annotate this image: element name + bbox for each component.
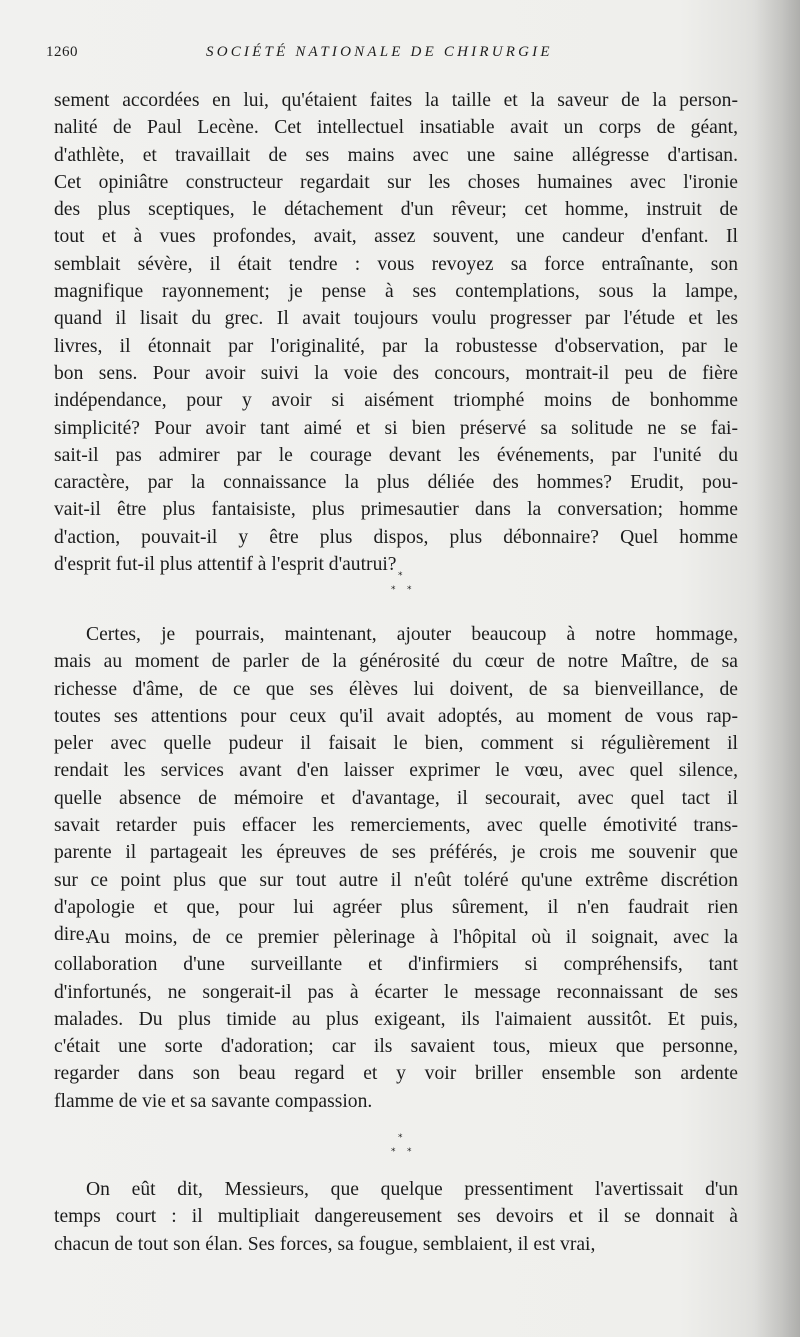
paragraph-1 xyxy=(54,87,738,578)
text-line: chacun de tout son élan. Ses forces, sa fougue, semblaient, il est vrai, xyxy=(54,1233,596,1255)
text-line: Certes, je pourrais, maintenant, ajouter beaucoup à notre hommage, xyxy=(86,624,738,645)
text-line: sur ce point plus que sur tout autre il n'eût toléré qu'une extrême discrétion xyxy=(54,869,738,891)
paragraph-3 xyxy=(54,924,738,1115)
text-line: caractère, par la connaissance la plus déliée des hommes? Erudit, pou- xyxy=(54,472,738,494)
asterism-star-right: * xyxy=(407,1147,412,1157)
text-line: malades. Du plus timide au plus exigeant, ils l'aimaient aussitôt. Et puis, xyxy=(54,1008,738,1030)
text-line: simplicité? Pour avoir tant aimé et si bien préservé sa solitude ne se fai- xyxy=(54,417,738,439)
text-line: rendait les services avant d'en laisser exprimer le vœu, avec quel silence, xyxy=(54,760,738,782)
text-line: d'esprit fut-il plus attentif à l'esprit d'autrui? xyxy=(54,554,397,576)
paragraph-4 xyxy=(54,1176,738,1258)
text-line: parente il partageait les épreuves de ses préférés, je crois me souvenir que xyxy=(54,842,738,864)
text-line: savait retarder puis effacer les remerciements, avec quelle émotivité trans- xyxy=(54,815,738,837)
running-title: SOCIÉTÉ NATIONALE DE CHIRURGIE xyxy=(206,44,553,60)
text-line: sait-il pas admirer par le courage devant les événements, par l'unité du xyxy=(54,444,738,466)
asterism-star-top: * xyxy=(398,571,403,581)
text-line: indépendance, pour y avoir si aisément triomphé moins de bonhomme xyxy=(54,390,738,412)
paragraph-2 xyxy=(54,621,738,949)
text-line: temps court : il multipliait dangereusement ses devoirs et il se donnait à xyxy=(54,1206,738,1228)
text-line: regarder dans son beau regard et y voir briller ensemble son ardente xyxy=(54,1063,738,1085)
asterism-star-left: * xyxy=(391,1147,396,1157)
text-line: dire. xyxy=(54,924,90,946)
text-line: d'athlète, et travaillait de ses mains avec une saine allégresse d'artisan. xyxy=(54,144,738,166)
text-line: des plus sceptiques, le détachement d'un rêveur; cet homme, instruit de xyxy=(54,199,738,221)
asterism-star-top: * xyxy=(398,1133,403,1143)
text-line: tout et à vues profondes, avait, assez souvent, une candeur d'enfant. Il xyxy=(54,226,738,248)
text-line: bon sens. Pour avoir suivi la voie des concours, montrait-il peu de fière xyxy=(54,362,738,384)
asterism-star-left: * xyxy=(391,585,396,595)
text-line: quelle absence de mémoire et d'avantage, il secourait, avec quel tact il xyxy=(54,787,738,809)
asterism-star-right: * xyxy=(407,585,412,595)
text-line: c'était une sorte d'adoration; car ils savaient tous, mieux que personne, xyxy=(54,1036,738,1058)
page-number: 1260 xyxy=(46,44,78,60)
page-header xyxy=(46,44,746,66)
text-line: mais au moment de parler de la générosité du cœur de notre Maître, de sa xyxy=(54,651,738,673)
text-line: nalité de Paul Lecène. Cet intellectuel insatiable avait un corps de géant, xyxy=(54,117,738,139)
text-line: toutes ses attentions pour ceux qu'il avait adoptés, au moment de vous rap- xyxy=(54,705,738,727)
text-line: collaboration d'une surveillante et d'infirmiers si compréhensifs, tant xyxy=(54,954,738,976)
text-line: quand il lisait du grec. Il avait toujours voulu progresser par l'étude et les xyxy=(54,308,738,330)
text-line: peler avec quelle pudeur il faisait le bien, comment si régulièrement il xyxy=(54,733,738,755)
text-line: d'infortunés, ne songerait-il pas à écarter le message reconnaissant de ses xyxy=(54,981,738,1003)
text-line: semblait sévère, il était tendre : vous revoyez sa force entraînante, son xyxy=(54,253,738,275)
text-line: d'apologie et que, pour lui agréer plus sûrement, il n'en faudrait rien xyxy=(54,896,738,918)
text-line: On eût dit, Messieurs, que quelque pressentiment l'avertissait d'un xyxy=(86,1179,738,1200)
text-line: d'action, pouvait-il y être plus dispos, plus débonnaire? Quel homme xyxy=(54,526,738,548)
text-line: magnifique rayonnement; je pense à ses contemplations, sous la lampe, xyxy=(54,281,738,303)
text-line: sement accordées en lui, qu'étaient faites la taille et la saveur de la person- xyxy=(54,90,738,111)
section-separator xyxy=(0,1134,800,1164)
text-line: vait-il être plus fantaisiste, plus primesautier dans la conversation; homme xyxy=(54,499,738,521)
section-separator xyxy=(0,572,800,602)
text-line: Cet opiniâtre constructeur regardait sur les choses humaines avec l'ironie xyxy=(54,171,738,193)
text-line: flamme de vie et sa savante compassion. xyxy=(54,1090,373,1112)
text-line: richesse d'âme, de ce que ses élèves lui doivent, de sa bienveillance, de xyxy=(54,678,738,700)
text-line: Au moins, de ce premier pèlerinage à l'hôpital où il soignait, avec la xyxy=(86,927,738,948)
text-line: livres, il étonnait par l'originalité, par la robustesse d'observation, par le xyxy=(54,335,738,357)
